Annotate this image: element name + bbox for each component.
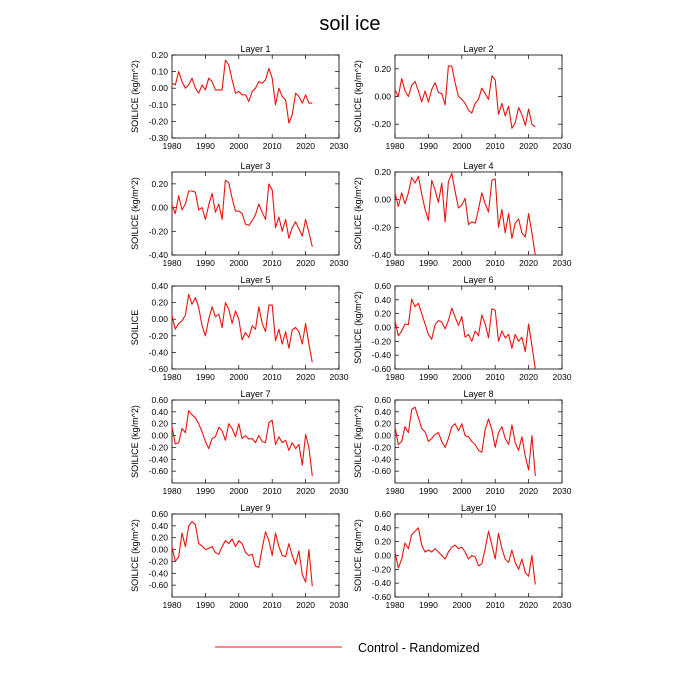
x-tick-label: 2020 bbox=[519, 486, 539, 496]
x-tick-label: 2020 bbox=[296, 486, 316, 496]
x-tick-label: 1990 bbox=[418, 486, 438, 496]
x-tick-label: 1990 bbox=[195, 258, 215, 268]
series-line bbox=[172, 294, 312, 362]
panel-title: Layer 5 bbox=[240, 275, 271, 285]
x-tick-label: 2030 bbox=[552, 600, 572, 610]
y-tick-label: -0.40 bbox=[148, 568, 168, 579]
x-tick-label: 1990 bbox=[195, 486, 215, 496]
panel-title: Layer 7 bbox=[240, 389, 271, 399]
y-axis-label: SOILICE (kg/m^2) bbox=[130, 60, 140, 133]
x-tick-label: 2000 bbox=[229, 372, 249, 382]
x-tick-label: 2010 bbox=[262, 372, 282, 382]
y-tick-label: 0.00 bbox=[151, 430, 168, 441]
plot-frame bbox=[172, 514, 339, 597]
x-tick-label: 2000 bbox=[452, 141, 472, 151]
y-tick-label: 0.40 bbox=[374, 406, 391, 417]
y-tick-label: 0.20 bbox=[374, 418, 391, 429]
y-tick-label: 0.00 bbox=[374, 550, 391, 561]
y-tick-label: 0.40 bbox=[374, 522, 391, 533]
x-tick-label: 1980 bbox=[162, 141, 182, 151]
panel-1 bbox=[130, 44, 349, 151]
x-tick-label: 2020 bbox=[519, 141, 539, 151]
series-line bbox=[172, 60, 312, 123]
x-tick-label: 2000 bbox=[229, 141, 249, 151]
x-tick-label: 2010 bbox=[485, 486, 505, 496]
panel-title: Layer 8 bbox=[463, 389, 494, 399]
y-axis-label: SOILICE (kg/m^2) bbox=[353, 177, 363, 250]
x-tick-label: 2020 bbox=[296, 600, 316, 610]
x-tick-label: 2030 bbox=[329, 600, 349, 610]
x-tick-label: 2030 bbox=[552, 141, 572, 151]
x-tick-label: 2010 bbox=[262, 141, 282, 151]
y-tick-label: 0.20 bbox=[374, 536, 391, 547]
y-tick-label: 0.00 bbox=[374, 430, 391, 441]
y-tick-label: 0.00 bbox=[151, 544, 168, 555]
y-tick-label: -0.40 bbox=[371, 578, 391, 589]
y-axis-label: SOILICE (kg/m^2) bbox=[353, 405, 363, 478]
x-tick-label: 1980 bbox=[385, 258, 405, 268]
y-tick-label: -0.20 bbox=[148, 330, 168, 341]
x-tick-label: 2020 bbox=[296, 258, 316, 268]
panel-8 bbox=[353, 389, 572, 496]
x-tick-label: 2000 bbox=[452, 486, 472, 496]
y-tick-label: -0.20 bbox=[148, 556, 168, 567]
y-tick-label: -0.20 bbox=[371, 564, 391, 575]
y-tick-label: -0.20 bbox=[148, 116, 168, 127]
x-tick-label: 1990 bbox=[195, 600, 215, 610]
y-tick-label: 0.00 bbox=[374, 91, 391, 102]
x-tick-label: 2020 bbox=[296, 141, 316, 151]
x-tick-label: 2030 bbox=[552, 486, 572, 496]
y-tick-label: -0.40 bbox=[148, 250, 168, 260]
x-tick-label: 2010 bbox=[485, 600, 505, 610]
y-tick-label: 0.40 bbox=[151, 281, 168, 291]
panel-title: Layer 9 bbox=[240, 503, 271, 513]
x-tick-label: 1980 bbox=[162, 372, 182, 382]
x-tick-label: 2020 bbox=[519, 600, 539, 610]
x-tick-label: 1980 bbox=[162, 486, 182, 496]
x-tick-label: 1980 bbox=[385, 141, 405, 151]
panel-9 bbox=[130, 503, 349, 610]
x-tick-label: 2030 bbox=[552, 372, 572, 382]
series-line bbox=[395, 173, 535, 255]
y-tick-label: 0.40 bbox=[374, 294, 391, 305]
x-tick-label: 2020 bbox=[296, 372, 316, 382]
y-axis-label: SOILICE (kg/m^2) bbox=[130, 405, 140, 478]
y-tick-label: -0.40 bbox=[371, 250, 391, 260]
y-tick-label: 0.20 bbox=[374, 63, 391, 74]
x-tick-label: 2000 bbox=[452, 372, 472, 382]
x-tick-label: 1990 bbox=[195, 372, 215, 382]
y-tick-label: 0.40 bbox=[151, 406, 168, 417]
panel-2 bbox=[353, 44, 572, 151]
y-tick-label: 0.00 bbox=[151, 83, 168, 94]
y-tick-label: 0.60 bbox=[374, 281, 391, 291]
y-axis-label: SOILICE (kg/m^2) bbox=[353, 291, 363, 364]
panel-title: Layer 6 bbox=[463, 275, 494, 285]
y-axis-label: SOILICE bbox=[130, 309, 140, 346]
panel-3 bbox=[130, 161, 349, 268]
x-tick-label: 2010 bbox=[485, 372, 505, 382]
y-axis-label: SOILICE (kg/m^2) bbox=[130, 177, 140, 250]
x-tick-label: 2010 bbox=[485, 141, 505, 151]
y-tick-label: 0.20 bbox=[151, 178, 168, 189]
y-tick-label: 0.00 bbox=[151, 314, 168, 325]
figure-title: soil ice bbox=[319, 13, 381, 35]
x-tick-label: 2020 bbox=[519, 258, 539, 268]
panel-title: Layer 10 bbox=[460, 503, 497, 513]
series-line bbox=[172, 411, 312, 476]
y-tick-label: -0.20 bbox=[371, 119, 391, 130]
x-tick-label: 1990 bbox=[418, 600, 438, 610]
x-tick-label: 2010 bbox=[485, 258, 505, 268]
x-tick-label: 2030 bbox=[329, 372, 349, 382]
x-tick-label: 1990 bbox=[418, 141, 438, 151]
y-tick-label: -0.40 bbox=[371, 350, 391, 361]
y-tick-label: -0.60 bbox=[371, 364, 391, 374]
y-tick-label: -0.30 bbox=[148, 133, 168, 143]
panel-title: Layer 3 bbox=[240, 161, 271, 171]
panel-title: Layer 2 bbox=[463, 44, 494, 54]
y-tick-label: 0.00 bbox=[374, 322, 391, 333]
x-tick-label: 2000 bbox=[452, 600, 472, 610]
x-tick-label: 2030 bbox=[329, 258, 349, 268]
y-tick-label: 0.60 bbox=[151, 395, 168, 405]
x-tick-label: 2030 bbox=[329, 141, 349, 151]
x-tick-label: 2010 bbox=[262, 600, 282, 610]
y-tick-label: 0.00 bbox=[151, 202, 168, 213]
y-tick-label: -0.40 bbox=[148, 347, 168, 358]
y-tick-label: 0.20 bbox=[374, 167, 391, 177]
y-tick-label: -0.20 bbox=[371, 442, 391, 453]
y-tick-label: -0.20 bbox=[371, 222, 391, 233]
series-line bbox=[395, 299, 535, 369]
y-tick-label: 0.60 bbox=[374, 509, 391, 519]
x-tick-label: 1990 bbox=[418, 258, 438, 268]
plot-frame bbox=[172, 55, 339, 138]
y-tick-label: 0.60 bbox=[151, 509, 168, 519]
series-line bbox=[172, 180, 312, 246]
panel-grid bbox=[130, 44, 572, 610]
y-tick-label: -0.60 bbox=[148, 466, 168, 477]
x-tick-label: 2000 bbox=[229, 486, 249, 496]
y-tick-label: -0.60 bbox=[148, 364, 168, 374]
y-tick-label: -0.20 bbox=[148, 442, 168, 453]
y-tick-label: -0.10 bbox=[148, 99, 168, 110]
series-line bbox=[172, 522, 312, 587]
y-tick-label: -0.40 bbox=[148, 454, 168, 465]
y-tick-label: 0.20 bbox=[151, 532, 168, 543]
x-tick-label: 1990 bbox=[418, 372, 438, 382]
x-tick-label: 1990 bbox=[195, 141, 215, 151]
y-tick-label: -0.20 bbox=[371, 336, 391, 347]
y-axis-label: SOILICE (kg/m^2) bbox=[130, 519, 140, 592]
x-tick-label: 1980 bbox=[385, 372, 405, 382]
x-tick-label: 2000 bbox=[452, 258, 472, 268]
y-tick-label: 0.40 bbox=[151, 520, 168, 531]
x-tick-label: 2000 bbox=[229, 600, 249, 610]
y-axis-label: SOILICE (kg/m^2) bbox=[353, 60, 363, 133]
panel-7 bbox=[130, 389, 349, 496]
x-tick-label: 2020 bbox=[519, 372, 539, 382]
y-tick-label: 0.60 bbox=[374, 395, 391, 405]
series-line bbox=[395, 66, 535, 128]
x-tick-label: 2000 bbox=[229, 258, 249, 268]
y-tick-label: -0.60 bbox=[148, 580, 168, 591]
panel-10 bbox=[353, 503, 572, 610]
x-tick-label: 2030 bbox=[329, 486, 349, 496]
y-tick-label: 0.20 bbox=[151, 297, 168, 308]
y-tick-label: 0.10 bbox=[151, 66, 168, 77]
panel-6 bbox=[353, 275, 572, 382]
x-tick-label: 1980 bbox=[385, 486, 405, 496]
y-tick-label: -0.60 bbox=[371, 592, 391, 602]
plot-frame bbox=[395, 514, 562, 597]
x-tick-label: 1980 bbox=[385, 600, 405, 610]
series-line bbox=[395, 407, 535, 476]
y-tick-label: 0.20 bbox=[374, 308, 391, 319]
y-axis-label: SOILICE (kg/m^2) bbox=[353, 519, 363, 592]
y-tick-label: -0.60 bbox=[371, 466, 391, 477]
x-tick-label: 2010 bbox=[262, 486, 282, 496]
y-tick-label: -0.40 bbox=[371, 454, 391, 465]
x-tick-label: 2010 bbox=[262, 258, 282, 268]
x-tick-label: 1980 bbox=[162, 600, 182, 610]
series-line bbox=[395, 528, 535, 585]
plot-frame bbox=[395, 286, 562, 369]
y-tick-label: -0.20 bbox=[148, 226, 168, 237]
y-tick-label: 0.00 bbox=[374, 194, 391, 205]
y-tick-label: 0.20 bbox=[151, 50, 168, 60]
panel-4 bbox=[353, 161, 572, 268]
panel-title: Layer 4 bbox=[463, 161, 494, 171]
panel-5 bbox=[130, 275, 349, 382]
panel-title: Layer 1 bbox=[240, 44, 271, 54]
legend-label: Control - Randomized bbox=[358, 641, 480, 655]
plot-frame bbox=[395, 400, 562, 483]
x-tick-label: 1980 bbox=[162, 258, 182, 268]
y-tick-label: 0.20 bbox=[151, 418, 168, 429]
x-tick-label: 2030 bbox=[552, 258, 572, 268]
